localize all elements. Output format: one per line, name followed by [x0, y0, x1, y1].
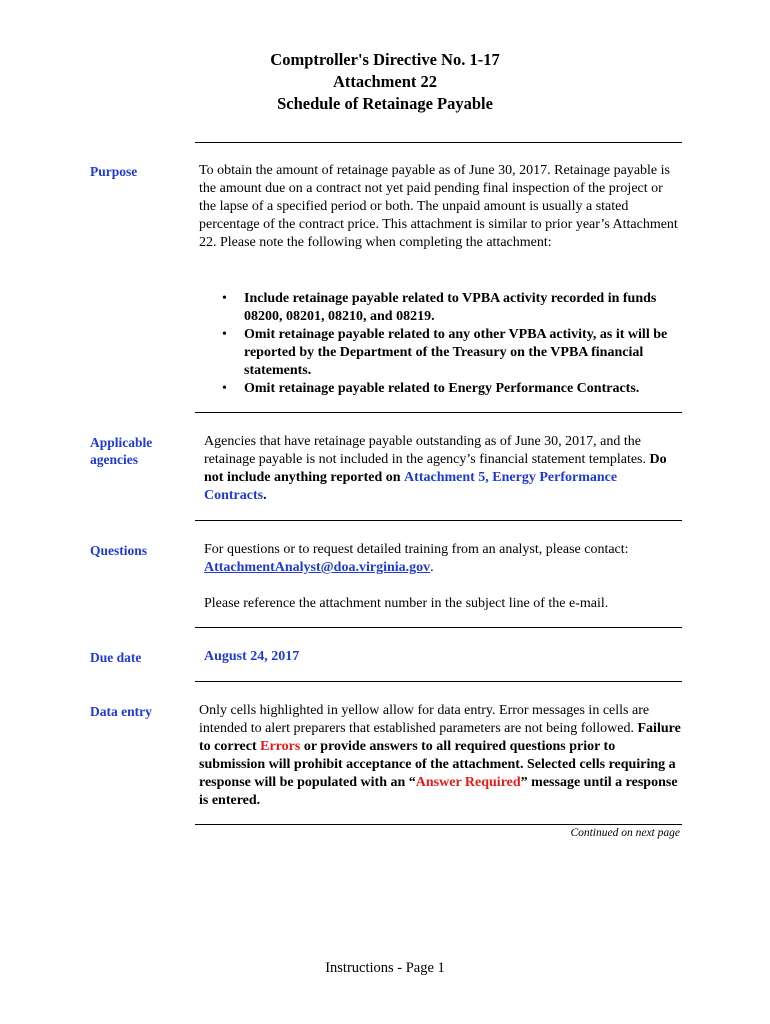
data-entry-label: Data entry — [90, 704, 152, 719]
purpose-text: To obtain the amount of retainage payable as of June 30, 2017. Retainage payable is the amount due on a contract not yet paid pending final inspection of the project or the lapse of a specified period or both. The unpaid amount is usually a stated percentage of the contract price. This attachment is similar to prior year’s Attachment 22. Please note the following when completing the attachment: — [199, 163, 678, 250]
divider — [195, 520, 682, 521]
data-entry-intro: Only cells highlighted in yellow allow for data entry. Error messages in cells are intended to alert preparers that established parameters are not being followed. — [199, 703, 650, 736]
questions-text — [204, 541, 682, 577]
applicable-text: Agencies that have retainage payable outstanding as of June 30, 2017, and the retainage payable is not included in the agency’s financial statement templates. — [204, 434, 647, 467]
attachment-5-link[interactable]: Attachment 5, Energy Performance Contracts — [204, 470, 618, 503]
applicable-agencies-text — [204, 433, 682, 505]
data-entry-bold-3: ” message until a response is entered. — [199, 775, 678, 808]
label-line: agencies — [90, 452, 138, 467]
document-header — [0, 49, 770, 115]
divider — [195, 412, 682, 413]
due-date-label: Due date — [90, 650, 142, 665]
data-entry-text — [199, 702, 681, 810]
questions-label: Questions — [90, 543, 148, 558]
divider — [195, 824, 682, 825]
errors-keyword: Errors — [260, 739, 301, 754]
bullet-icon: • — [222, 381, 227, 396]
answer-required-keyword: Answer Required — [415, 775, 521, 790]
bullet-item — [222, 380, 682, 398]
attachment-number: Attachment 22 — [332, 72, 438, 91]
bullet-item — [222, 290, 682, 326]
applicable-agencies-label — [90, 434, 190, 468]
bullet-text: Include retainage payable related to VPBA activity recorded in funds 08200, 08201, 08210, and 08219. — [244, 291, 657, 324]
applicable-warning: Do not include anything reported on — [204, 452, 667, 485]
bullet-icon: • — [222, 291, 227, 306]
bullet-item — [222, 326, 682, 380]
schedule-title: Schedule of Retainage Payable — [277, 94, 493, 113]
due-date-value: August 24, 2017 — [204, 649, 300, 664]
data-entry-bold-1: Failure to correct — [199, 721, 681, 754]
divider — [195, 681, 682, 682]
email-link[interactable]: AttachmentAnalyst@doa.virginia.gov — [204, 560, 431, 575]
bullet-icon: • — [222, 327, 227, 342]
period: . — [430, 560, 434, 575]
questions-reference-text: Please reference the attachment number in the subject line of the e-mail. — [204, 596, 609, 611]
page-footer: Instructions - Page 1 — [325, 960, 445, 976]
divider — [195, 142, 682, 143]
continued-note: Continued on next page — [570, 827, 680, 839]
purpose-bullets — [222, 290, 682, 398]
bullet-text: Omit retainage payable related to Energy Performance Contracts. — [244, 381, 640, 396]
purpose-label: Purpose — [90, 164, 138, 179]
questions-contact-text: For questions or to request detailed training from an analyst, please contact: — [204, 542, 629, 557]
period: . — [263, 488, 267, 503]
divider — [195, 627, 682, 628]
label-line: Applicable — [90, 435, 153, 450]
bullet-text: Omit retainage payable related to any other VPBA activity, as it will be reported by the Department of the Treasury on the VPBA financial statements. — [244, 327, 668, 378]
data-entry-bold-2: or provide answers to all required questions prior to submission will prohibit acceptance of the attachment. Selected cells requiring a response will be populated with an “ — [199, 739, 676, 790]
directive-title: Comptroller's Directive No. 1-17 — [270, 50, 500, 69]
